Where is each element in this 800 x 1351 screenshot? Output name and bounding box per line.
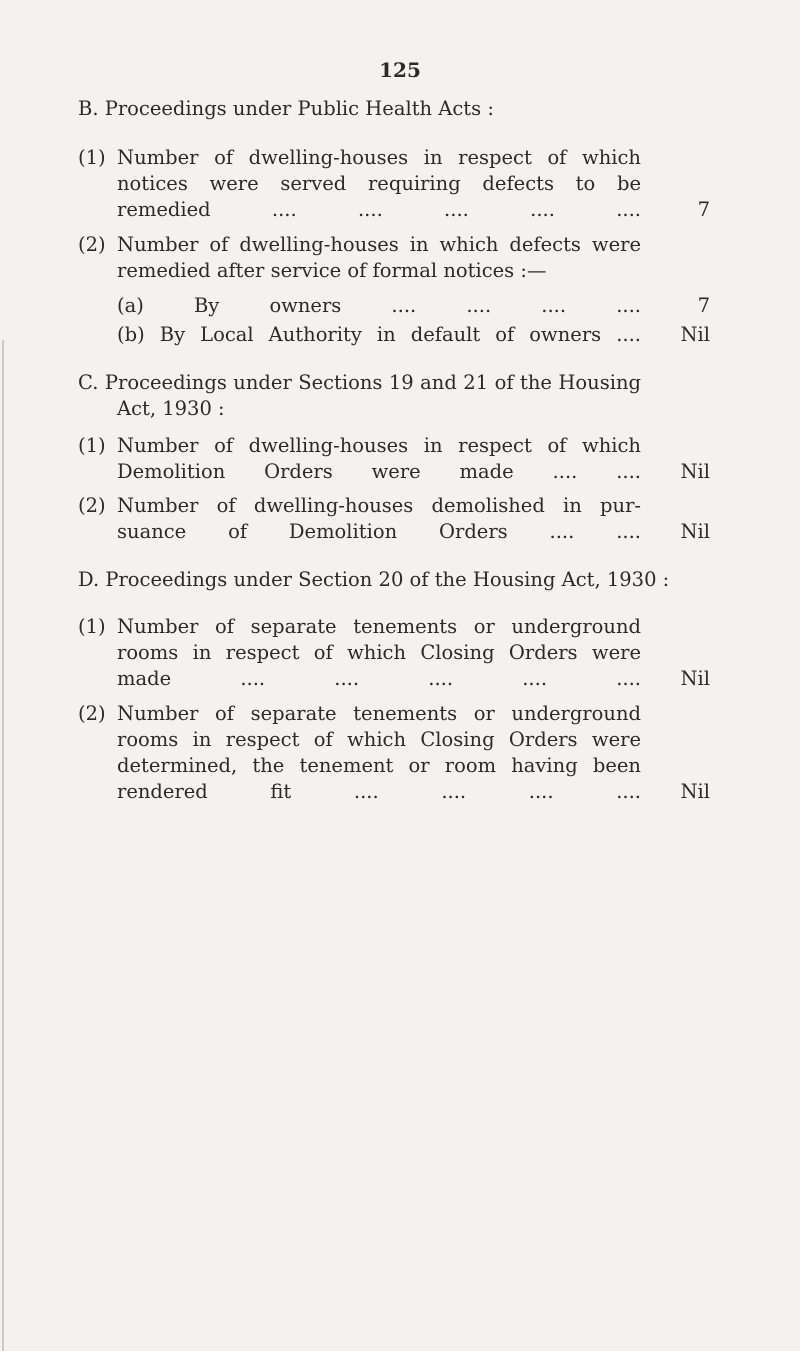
item-d1-line2: rooms in respect of which Closing Orders were bbox=[117, 641, 641, 664]
item-d2-line2: rooms in respect of which Closing Orders were bbox=[117, 728, 641, 751]
item-b2b-label: (b) By Local Authority in default of owners .... bbox=[117, 323, 641, 346]
page-edge-rule bbox=[2, 340, 4, 1351]
item-d1-line3: made .... .... .... .... .... bbox=[117, 667, 641, 690]
item-b1-line2: notices were served requiring defects to be bbox=[117, 172, 641, 195]
item-d2-line1: Number of separate tenements or underground bbox=[117, 702, 641, 725]
item-b2a-label: (a) By owners .... .... .... .... bbox=[117, 294, 641, 317]
item-c2-line1: Number of dwelling-houses demolished in pur- bbox=[117, 494, 641, 517]
item-d2-line3: determined, the tenement or room having been bbox=[117, 754, 641, 777]
item-d1-line1: Number of separate tenements or underground bbox=[117, 615, 641, 638]
item-b2-number: (2) bbox=[78, 233, 106, 256]
item-c2-line2: suance of Demolition Orders .... .... bbox=[117, 520, 641, 543]
item-b1-value: 7 bbox=[697, 198, 710, 221]
item-b2-line1: Number of dwelling-houses in which defects were bbox=[117, 233, 641, 256]
section-d-heading: D. Proceedings under Section 20 of the Housing Act, 1930 : bbox=[78, 568, 670, 591]
item-b1-number: (1) bbox=[78, 146, 106, 169]
item-d1-value: Nil bbox=[680, 667, 710, 690]
item-d2-number: (2) bbox=[78, 702, 106, 725]
item-c1-line1: Number of dwelling-houses in respect of which bbox=[117, 434, 641, 457]
item-d2-line4: rendered fit .... .... .... .... bbox=[117, 780, 641, 803]
item-b1-line3: remedied .... .... .... .... .... bbox=[117, 198, 641, 221]
section-b-heading: B. Proceedings under Public Health Acts : bbox=[78, 97, 494, 120]
item-b2b-value: Nil bbox=[680, 323, 710, 346]
item-d2-value: Nil bbox=[680, 780, 710, 803]
page-number: 125 bbox=[379, 58, 421, 82]
item-c1-value: Nil bbox=[680, 460, 710, 483]
item-b2-line2: remedied after service of formal notices :— bbox=[117, 259, 547, 282]
section-c-heading-line1: C. Proceedings under Sections 19 and 21 of the Housing bbox=[78, 371, 641, 394]
section-c-heading-line2: Act, 1930 : bbox=[117, 397, 225, 420]
item-c1-number: (1) bbox=[78, 434, 106, 457]
item-d1-number: (1) bbox=[78, 615, 106, 638]
item-c2-number: (2) bbox=[78, 494, 106, 517]
item-b1-line1: Number of dwelling-houses in respect of which bbox=[117, 146, 641, 169]
item-c1-line2: Demolition Orders were made .... .... bbox=[117, 460, 641, 483]
item-b2a-value: 7 bbox=[697, 294, 710, 317]
item-c2-value: Nil bbox=[680, 520, 710, 543]
